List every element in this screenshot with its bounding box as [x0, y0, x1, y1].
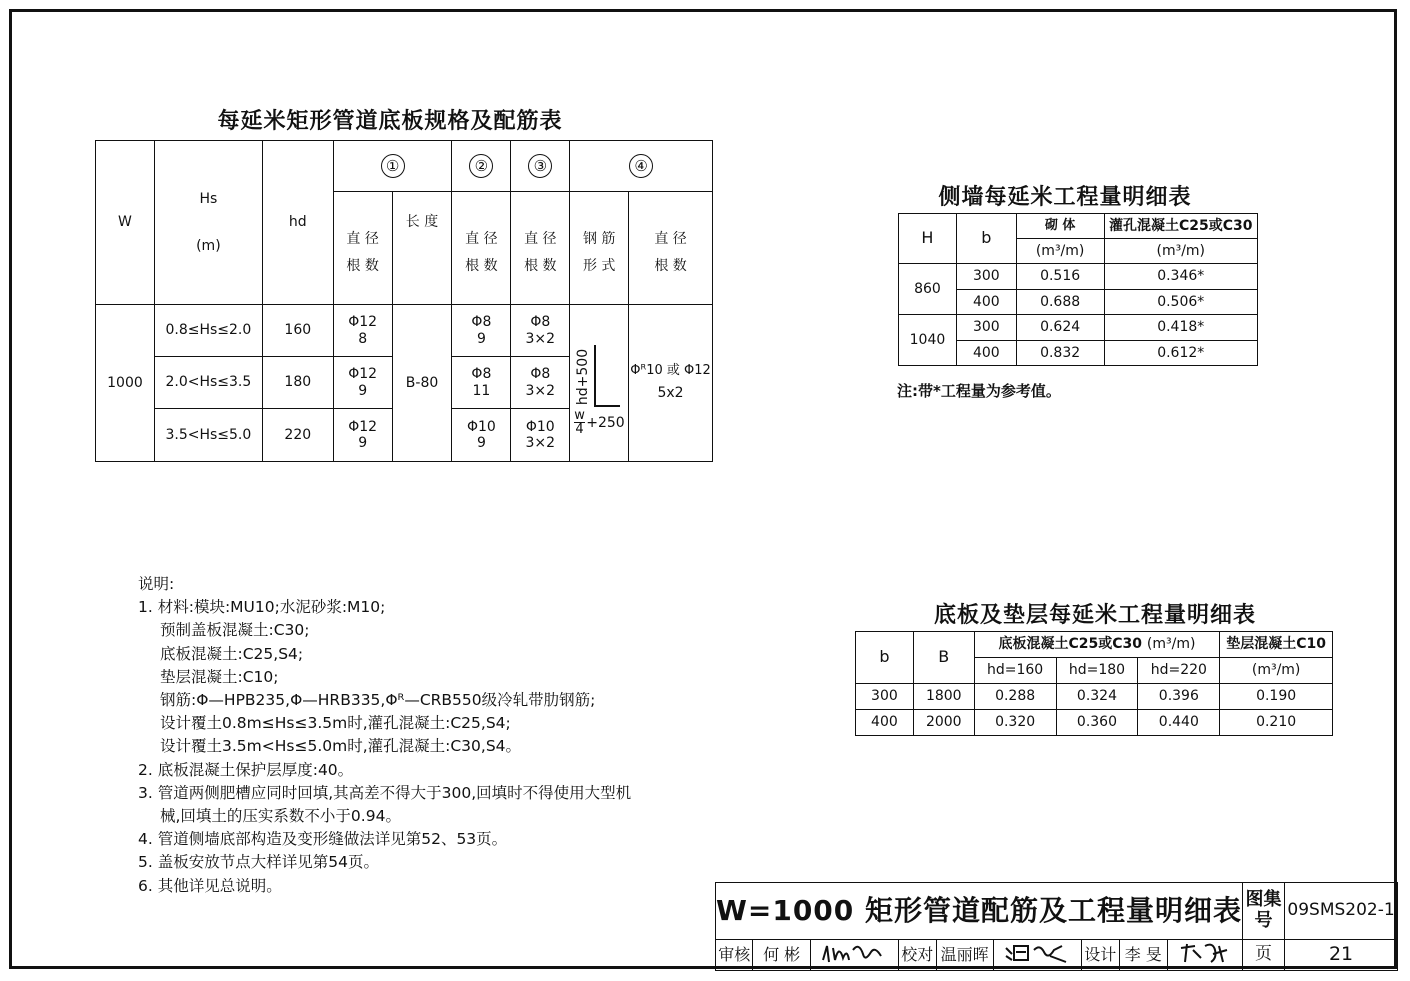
brick-value: 0.516 — [1016, 264, 1104, 290]
note-line: 4. 管道侧墙底部构造及变形缝做法详见第52、53页。 — [138, 830, 508, 849]
header-hs-unit: (m) — [196, 237, 221, 254]
header-b: b — [956, 214, 1016, 264]
grout-value: 0.418* — [1104, 315, 1257, 341]
header-B: B — [913, 632, 974, 684]
notes-heading: 说明: — [138, 575, 175, 593]
b-value: 300 — [956, 315, 1016, 341]
v220: 0.396 — [1138, 684, 1220, 710]
c3-count: 3×2 — [525, 435, 556, 451]
subheader-rebar-form — [570, 192, 629, 305]
length-value: B-80 — [392, 305, 452, 462]
form-bar-horizontal — [594, 405, 620, 407]
c1-cell — [333, 357, 392, 409]
sub-count: 根 数 — [465, 258, 498, 275]
grout-value: 0.506* — [1104, 290, 1257, 315]
table-row — [899, 264, 1258, 290]
c3-count: 3×2 — [525, 382, 556, 399]
b-value: 400 — [956, 290, 1016, 315]
sub-form-2: 形 式 — [582, 258, 616, 275]
title-block — [715, 882, 1398, 971]
item-2-marker: ② — [469, 154, 493, 178]
drawing-title: W=1000 矩形管道配筋及工程量明细表 — [716, 883, 1243, 940]
c1-count: 9 — [358, 382, 368, 399]
header-hs — [154, 141, 262, 305]
form-fraction — [574, 409, 585, 436]
table2-title: 侧墙每延米工程量明细表 — [938, 185, 1192, 210]
header-brick: 砌 体 — [1016, 214, 1104, 239]
brick-value: 0.624 — [1016, 315, 1104, 341]
v160: 0.320 — [974, 710, 1056, 736]
note-line: 设计覆土0.8m≤Hs≤3.5m时,灌孔混凝土:C25,S4; — [160, 714, 511, 733]
sub-diam: 直 径 — [346, 231, 379, 248]
c3-diam: Φ8 — [530, 314, 551, 331]
c2-diam: Φ8 — [471, 314, 492, 331]
brick-value: 0.832 — [1016, 341, 1104, 366]
c2-count: 11 — [472, 382, 491, 399]
designer-signature — [1168, 940, 1243, 971]
note-line: 2. 底板混凝土保护层厚度:40。 — [138, 760, 354, 779]
header-hd160: hd=160 — [974, 658, 1056, 684]
note-line: 1. 材料:模块:MU10;水泥砂浆:M10; — [138, 598, 386, 617]
header-slab-unit: (m³/m) — [1146, 636, 1196, 653]
B-value: 2000 — [913, 710, 974, 736]
table-row — [96, 305, 713, 357]
c3-count: 3×2 — [525, 330, 556, 347]
cushion-value: 0.190 — [1220, 684, 1333, 710]
note-line: 预制盖板混凝土:C30; — [160, 621, 310, 640]
c2-diam: Φ10 — [466, 418, 496, 435]
h-value: 1040 — [899, 315, 957, 366]
c1-diam: Φ12 — [348, 418, 378, 435]
table-row — [856, 710, 1333, 736]
unit-grout: (m³/m) — [1104, 239, 1257, 264]
subheader-diam-count-3 — [511, 192, 570, 305]
header-h: H — [899, 214, 957, 264]
form-label-250: +250 — [586, 415, 625, 431]
page-number: 21 — [1285, 940, 1398, 971]
v220: 0.440 — [1138, 710, 1220, 736]
designer-name: 李 旻 — [1119, 940, 1168, 971]
b-value: 400 — [856, 710, 914, 736]
c3-cell — [511, 409, 570, 462]
cushion-value: 0.210 — [1220, 710, 1333, 736]
check-label: 校对 — [899, 940, 936, 971]
c2-diam: Φ8 — [471, 366, 492, 383]
sub-count: 根 数 — [654, 258, 687, 275]
note-line: 6. 其他详见总说明。 — [138, 876, 282, 895]
b-value: 300 — [956, 264, 1016, 290]
c1-diam: Φ12 — [348, 314, 378, 331]
header-cushion: 垫层混凝土C10 — [1220, 632, 1333, 658]
review-label: 审核 — [716, 940, 753, 971]
b-value: 300 — [856, 684, 914, 710]
item-3-marker: ③ — [528, 154, 552, 178]
sub-diam: 直 径 — [465, 231, 498, 248]
c3-diam: Φ10 — [525, 418, 555, 435]
note-line: 底板混凝土:C25,S4; — [160, 644, 304, 663]
sub-form-1: 钢 筋 — [582, 231, 616, 248]
form-bar-vertical — [594, 345, 596, 407]
v180: 0.324 — [1056, 684, 1138, 710]
grout-value: 0.346* — [1104, 264, 1257, 290]
item-1-marker: ① — [381, 154, 405, 178]
c3-diam: Φ8 — [530, 366, 551, 383]
v180: 0.360 — [1056, 710, 1138, 736]
fraction-num: w — [574, 408, 585, 423]
header-item-2 — [452, 141, 511, 192]
note-line: 垫层混凝土:C10; — [160, 667, 279, 686]
checker-name: 温丽晖 — [936, 940, 993, 971]
form-label-vertical — [576, 345, 590, 409]
c2-cell — [452, 305, 511, 357]
sub-diam: 直 径 — [524, 231, 557, 248]
atlas-label: 图集号 — [1243, 883, 1285, 940]
header-item-4 — [570, 141, 713, 192]
c1-diam: Φ12 — [348, 366, 378, 383]
c1-count: 9 — [358, 435, 368, 451]
reviewer-signature — [810, 940, 898, 971]
c2-count: 9 — [476, 330, 486, 347]
slab-quantity-table — [855, 631, 1333, 736]
hd-value: 220 — [262, 409, 333, 462]
subheader-length: 长 度 — [392, 192, 452, 305]
header-hd: hd — [262, 141, 333, 305]
unit-brick: (m³/m) — [1016, 239, 1104, 264]
hd-value: 160 — [262, 305, 333, 357]
note-line: 钢筋:Φ—HPB235,Φ—HRB335,Φᴿ—CRB550级冷轧带肋钢筋; — [160, 691, 596, 710]
c4-diam: Φᴿ10 或 Φ12 — [630, 363, 711, 379]
rebar-spec-table — [95, 140, 713, 462]
c1-count: 8 — [358, 330, 368, 347]
table-row — [856, 684, 1333, 710]
w-value: 1000 — [96, 305, 155, 462]
fraction-den: 4 — [575, 422, 584, 437]
header-item-1 — [333, 141, 452, 192]
hs-range: 3.5<Hs≤5.0 — [154, 409, 262, 462]
sub-count: 根 数 — [524, 258, 557, 275]
header-hd180: hd=180 — [1056, 658, 1138, 684]
v160: 0.288 — [974, 684, 1056, 710]
design-label: 设计 — [1082, 940, 1119, 971]
header-b: b — [856, 632, 914, 684]
c2-cell — [452, 409, 511, 462]
header-grout: 灌孔混凝土C25或C30 — [1104, 214, 1257, 239]
header-hs-label: Hs — [199, 191, 218, 208]
grout-value: 0.612* — [1104, 341, 1257, 366]
hs-range: 0.8≤Hs≤2.0 — [154, 305, 262, 357]
c3-cell — [511, 357, 570, 409]
c3-cell — [511, 305, 570, 357]
c1-cell — [333, 305, 392, 357]
subheader-diam-count-4 — [629, 192, 713, 305]
b-value: 400 — [956, 341, 1016, 366]
subheader-diam-count-2 — [452, 192, 511, 305]
c4-count: 5x2 — [657, 385, 684, 402]
table1-title: 每延米矩形管道底板规格及配筋表 — [217, 109, 563, 134]
header-item-3 — [511, 141, 570, 192]
rebar-form-diagram — [570, 305, 629, 462]
sub-diam: 直 径 — [654, 231, 687, 248]
hd-value: 180 — [262, 357, 333, 409]
header-w: W — [96, 141, 155, 305]
c2-cell — [452, 357, 511, 409]
h-value: 860 — [899, 264, 957, 315]
note-line: 械,回填土的压实系数不小于0.94。 — [160, 807, 401, 826]
table3-title: 底板及垫层每延米工程量明细表 — [933, 603, 1256, 628]
c1-cell — [333, 409, 392, 462]
atlas-number: 09SMS202-1 — [1285, 883, 1398, 940]
note-line: 设计覆土3.5m<Hs≤5.0m时,灌孔混凝土:C30,S4。 — [160, 737, 522, 756]
form-label-hd500: hd+500 — [575, 348, 592, 406]
sub-count: 根 数 — [346, 258, 379, 275]
note-line: 5. 盖板安放节点大样详见第54页。 — [138, 853, 379, 872]
B-value: 1800 — [913, 684, 974, 710]
reviewer-name: 何 彬 — [753, 940, 810, 971]
unit-cushion: (m³/m) — [1220, 658, 1333, 684]
side-wall-quantity-table — [898, 213, 1258, 366]
design-notes — [138, 573, 631, 898]
hs-range: 2.0<Hs≤3.5 — [154, 357, 262, 409]
c2-count: 9 — [476, 435, 486, 451]
c4-cell — [629, 305, 713, 462]
header-hd220: hd=220 — [1138, 658, 1220, 684]
table2-note: 注:带*工程量为参考值。 — [897, 382, 1061, 400]
header-slab-label: 底板混凝土C25或C30 — [998, 636, 1143, 653]
page-label: 页 — [1243, 940, 1285, 971]
brick-value: 0.688 — [1016, 290, 1104, 315]
checker-signature — [993, 940, 1081, 971]
subheader-diam-count-1 — [333, 192, 392, 305]
header-slab — [974, 632, 1220, 658]
table-row — [899, 315, 1258, 341]
note-line: 3. 管道两侧肥槽应同时回填,其高差不得大于300,回填时不得使用大型机 — [138, 783, 632, 802]
item-4-marker: ④ — [629, 154, 653, 178]
